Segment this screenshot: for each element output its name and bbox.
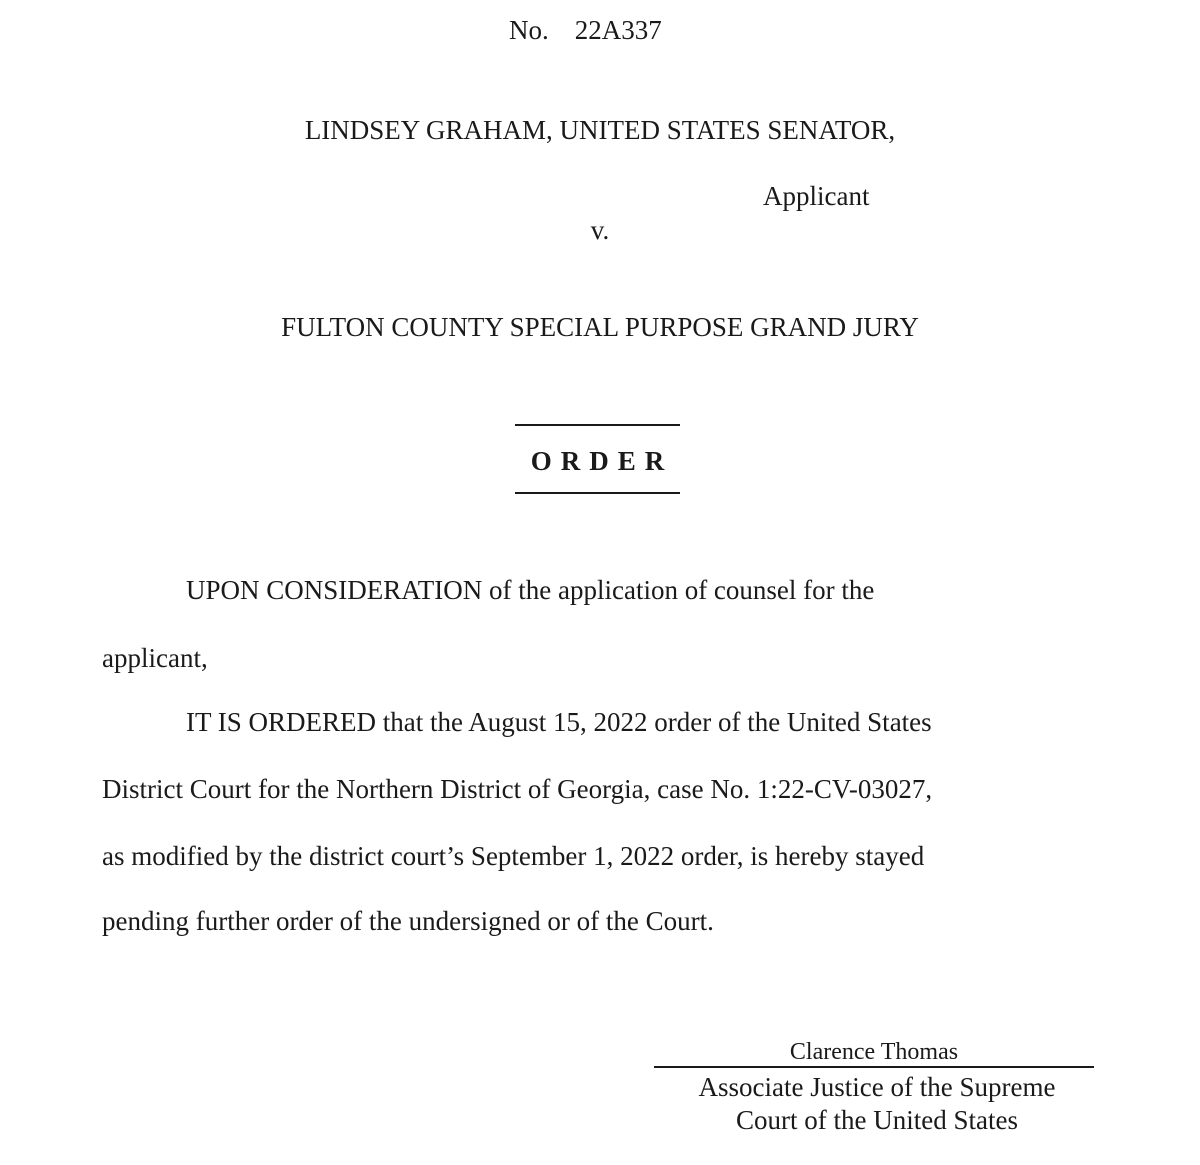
order-text-line: District Court for the Northern District of Georgia, case No. 1:22-CV-03027, (102, 774, 933, 804)
applicant-name: LINDSEY GRAHAM, UNITED STATES SENATOR, (304, 115, 896, 145)
order-text-line: UPON CONSIDERATION of the application of counsel for the (186, 575, 875, 605)
applicant-role: Applicant (763, 181, 870, 211)
signature-title-line-1: Associate Justice of the Supreme (698, 1072, 1056, 1102)
signature-rule (654, 1066, 1094, 1068)
order-title: ORDER (530, 446, 674, 476)
order-text-line: pending further order of the undersigned or of the Court. (102, 906, 714, 936)
order-text-line: IT IS ORDERED that the August 15, 2022 order of the United States (186, 707, 932, 737)
order-title-bottom-rule (515, 492, 680, 494)
order-text-line: applicant, (102, 643, 208, 673)
docket-number-prefix: No. (509, 15, 549, 45)
order-text-line: as modified by the district court’s September 1, 2022 order, is hereby stayed (102, 841, 925, 871)
versus-label: v. (590, 215, 610, 245)
docket-number-line (509, 14, 662, 46)
docket-number: 22A337 (574, 15, 662, 45)
order-title-top-rule (515, 424, 680, 426)
signature-name: Clarence Thomas (789, 1039, 959, 1065)
respondent-name: FULTON COUNTY SPECIAL PURPOSE GRAND JURY (281, 312, 919, 342)
signature-title-line-2: Court of the United States (736, 1105, 1018, 1135)
